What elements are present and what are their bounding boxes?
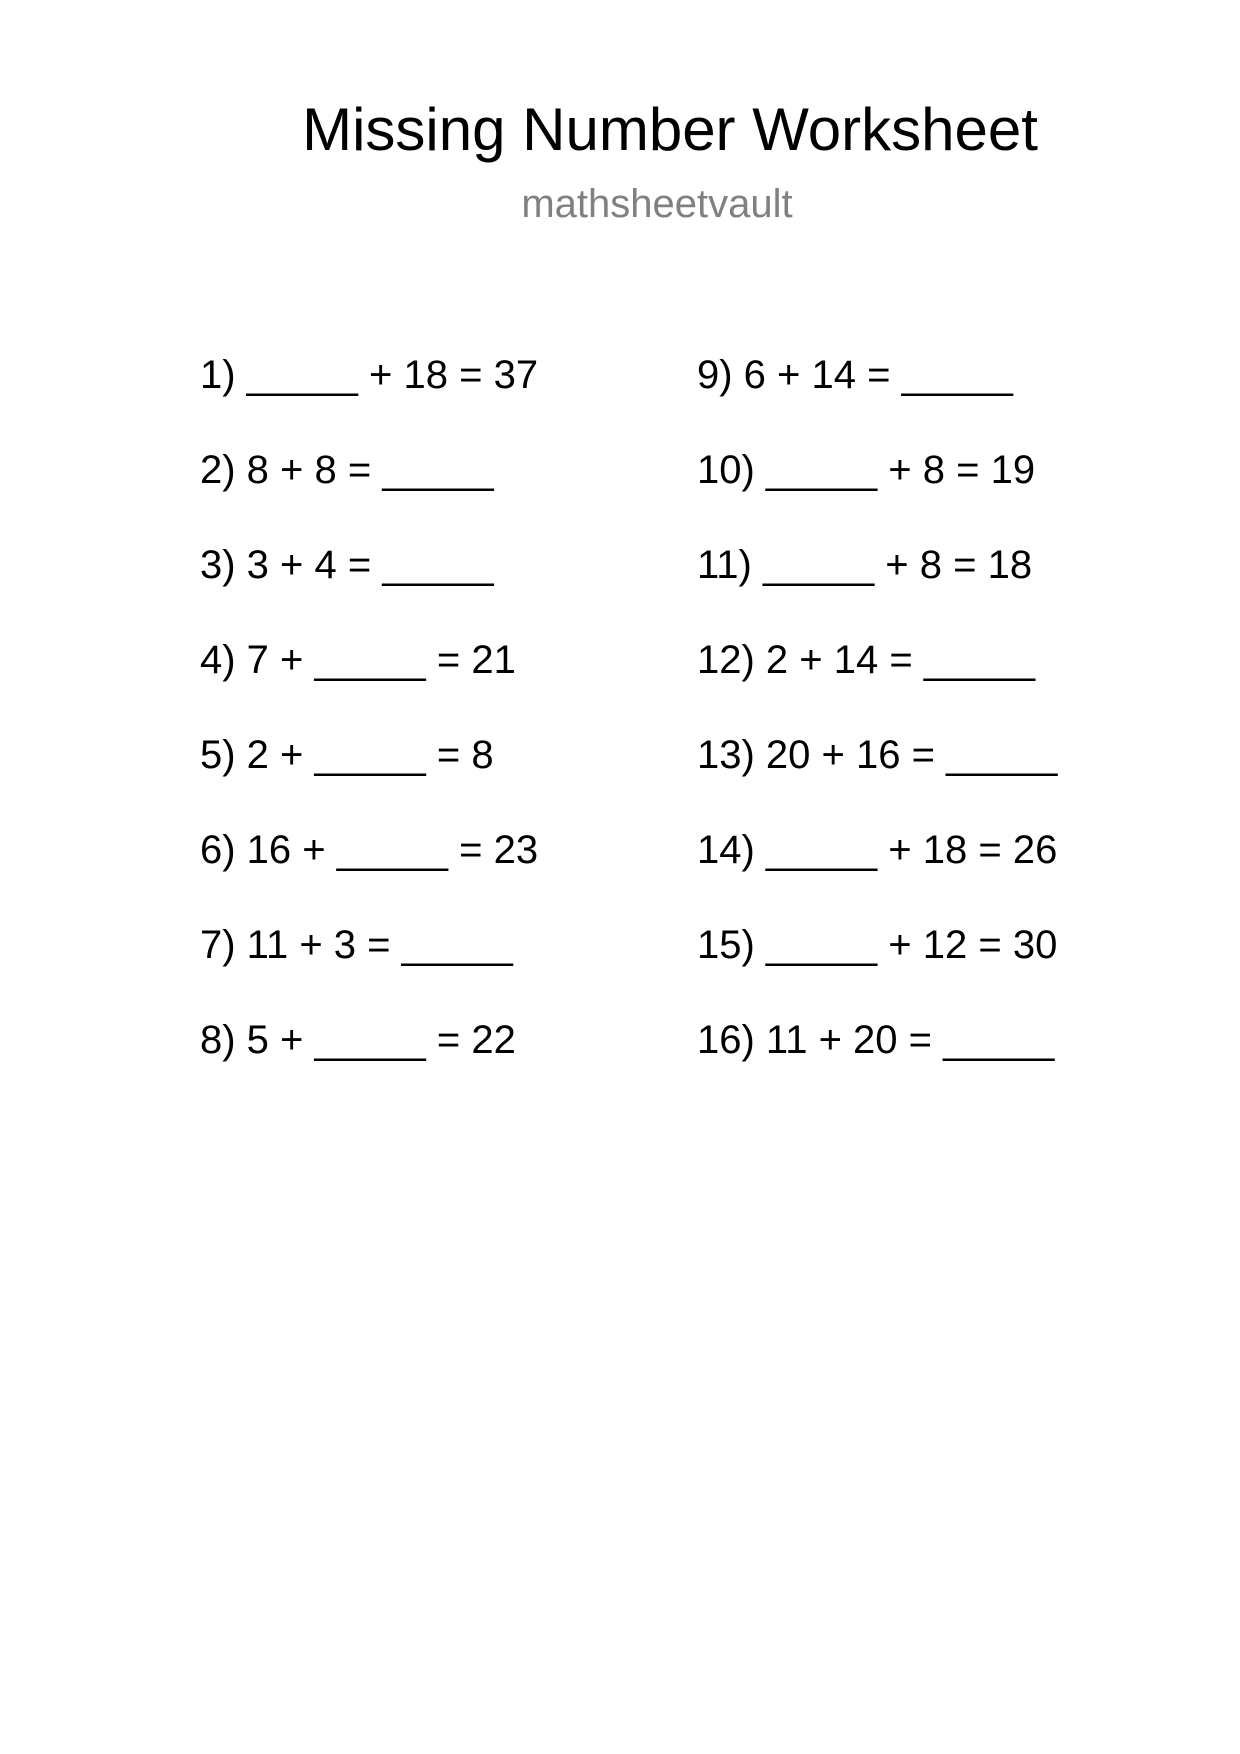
problem-11: 11) _____ + 8 = 18 xyxy=(697,543,1033,587)
problem-4: 4) 7 + _____ = 21 xyxy=(200,638,516,682)
problem-7: 7) 11 + 3 = _____ xyxy=(200,923,513,967)
problem-10: 10) _____ + 8 = 19 xyxy=(697,448,1036,492)
problem-13: 13) 20 + 16 = _____ xyxy=(697,733,1058,777)
problem-6: 6) 16 + _____ = 23 xyxy=(200,828,539,872)
problem-column-left xyxy=(200,350,538,1110)
problem-8: 8) 5 + _____ = 22 xyxy=(200,1018,516,1062)
worksheet-title: Missing Number Worksheet xyxy=(302,96,1038,163)
problem-5: 5) 2 + _____ = 8 xyxy=(200,733,494,777)
problem-9: 9) 6 + 14 = _____ xyxy=(697,353,1013,397)
problem-1: 1) _____ + 18 = 37 xyxy=(200,353,539,397)
problem-15: 15) _____ + 12 = 30 xyxy=(697,923,1058,967)
problem-16: 16) 11 + 20 = _____ xyxy=(697,1018,1055,1062)
problem-14: 14) _____ + 18 = 26 xyxy=(697,828,1058,872)
problem-3: 3) 3 + 4 = _____ xyxy=(200,543,494,587)
problem-12: 12) 2 + 14 = _____ xyxy=(697,638,1036,682)
worksheet-subtitle: mathsheetvault xyxy=(521,182,793,226)
problem-column-right xyxy=(697,350,1057,1110)
problem-2: 2) 8 + 8 = _____ xyxy=(200,448,494,492)
